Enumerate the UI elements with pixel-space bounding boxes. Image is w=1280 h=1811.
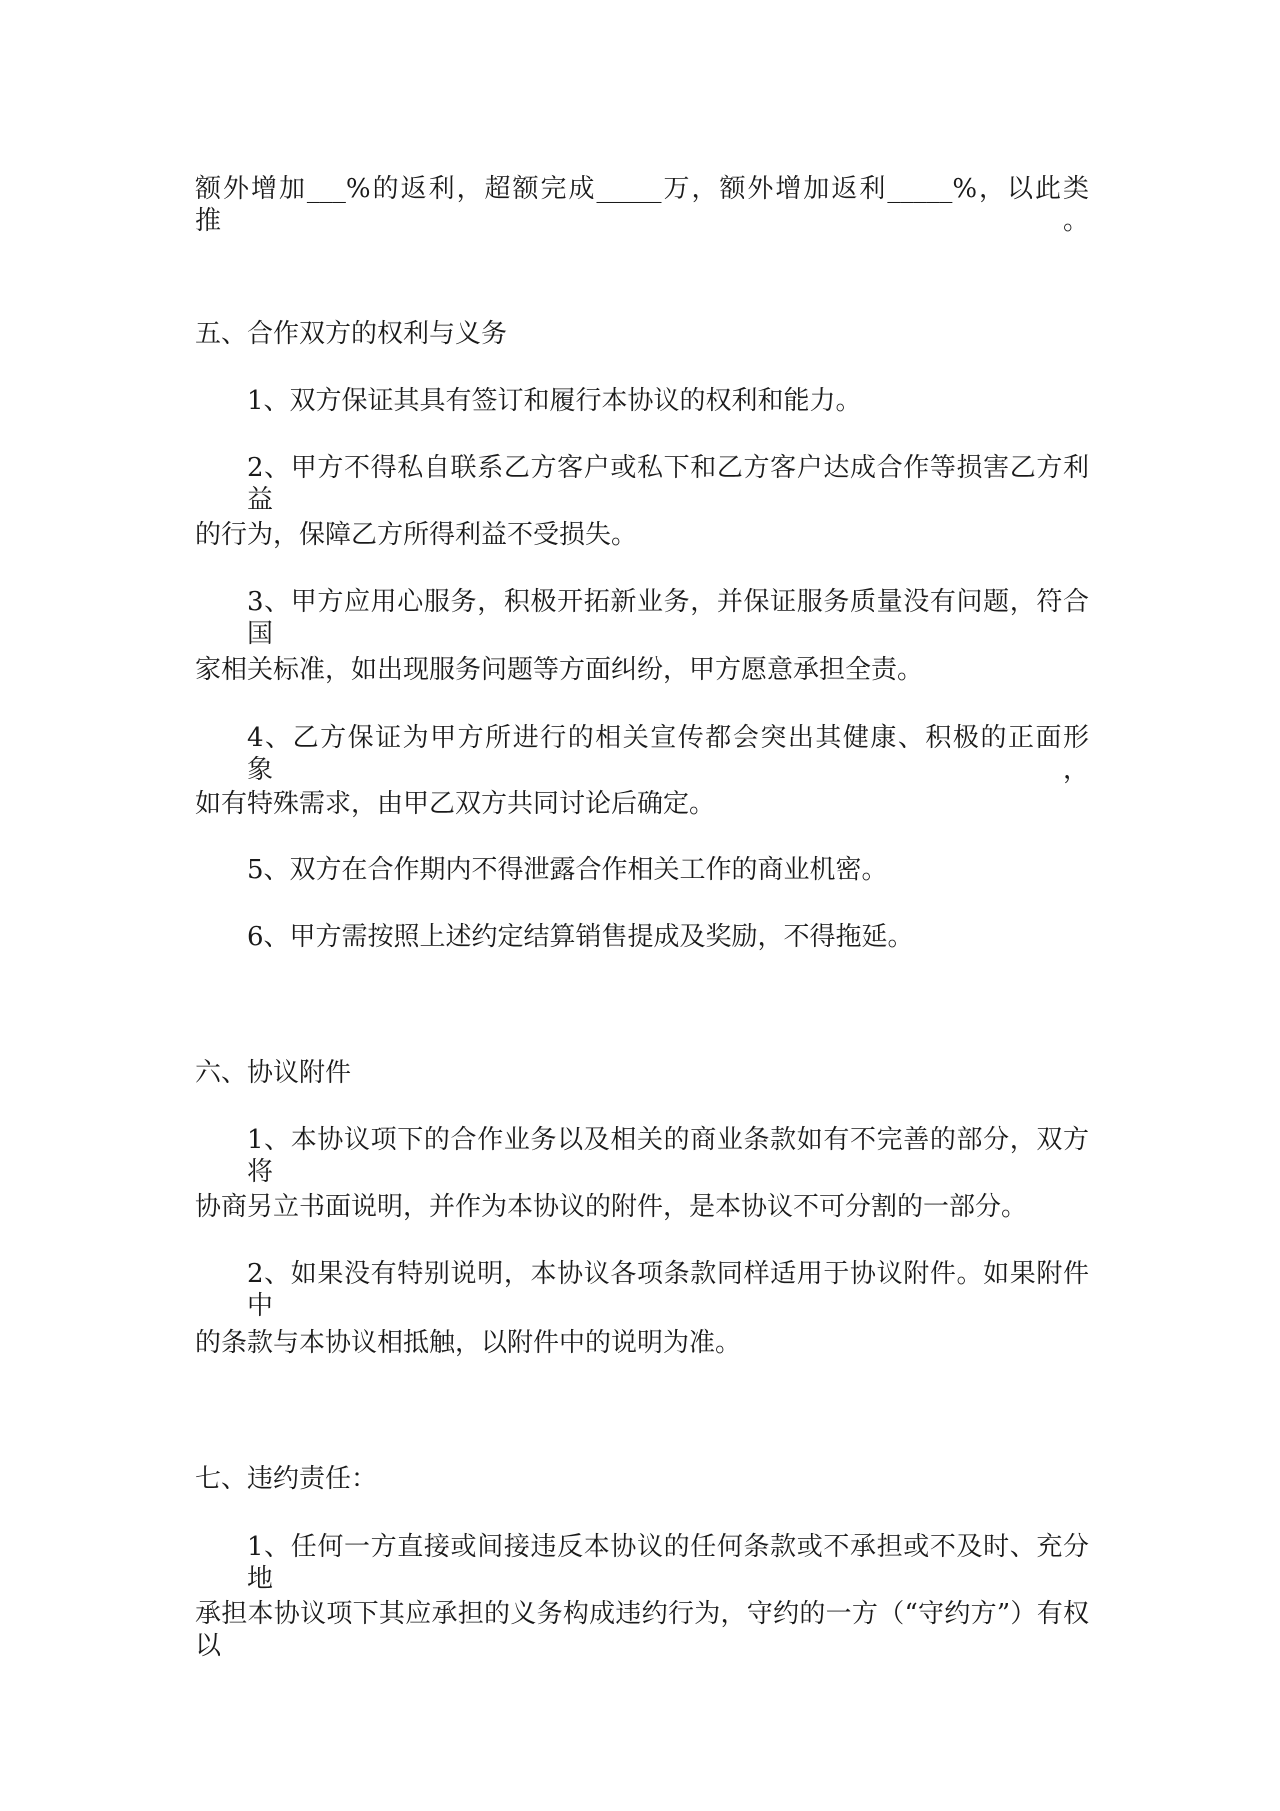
clause-5-2-line-1: 2、甲方不得私自联系乙方客户或私下和乙方客户达成合作等损害乙方利益 bbox=[247, 453, 1089, 515]
clause-7-1-line-1: 1、任何一方直接或间接违反本协议的任何条款或不承担或不及时、充分地 bbox=[247, 1532, 1089, 1594]
clause-5-4-line-1: 4、乙方保证为甲方所进行的相关宣传都会突出其健康、积极的正面形象， bbox=[247, 723, 1089, 785]
section-title-breach-liability: 七、违约责任： bbox=[195, 1464, 378, 1494]
clause-5-6: 6、甲方需按照上述约定结算销售提成及奖励，不得拖延。 bbox=[247, 922, 914, 952]
clause-6-2-line-1: 2、如果没有特别说明，本协议各项条款同样适用于协议附件。如果附件中 bbox=[247, 1259, 1089, 1321]
clause-5-3-line-1: 3、甲方应用心服务，积极开拓新业务，并保证服务质量没有问题，符合国 bbox=[247, 587, 1089, 649]
clause-5-3-line-2: 家相关标准，如出现服务问题等方面纠纷，甲方愿意承担全责。 bbox=[195, 655, 924, 685]
section-title-attachments: 六、协议附件 bbox=[195, 1058, 352, 1088]
clause-5-1: 1、双方保证其具有签订和履行本协议的权利和能力。 bbox=[247, 386, 862, 416]
intro-line: 额外增加___%的返利，超额完成_____万，额外增加返利_____%，以此类推。 bbox=[195, 174, 1089, 236]
clause-6-1-line-2: 协商另立书面说明，并作为本协议的附件，是本协议不可分割的一部分。 bbox=[195, 1192, 1028, 1222]
clause-5-5: 5、双方在合作期内不得泄露合作相关工作的商业机密。 bbox=[247, 855, 888, 885]
clause-5-2-line-2: 的行为，保障乙方所得利益不受损失。 bbox=[195, 520, 638, 550]
clause-7-1-line-2: 承担本协议项下其应承担的义务构成违约行为，守约的一方（“守约方”）有权以 bbox=[195, 1599, 1089, 1661]
clause-6-2-line-2: 的条款与本协议相抵触，以附件中的说明为准。 bbox=[195, 1328, 742, 1358]
clause-6-1-line-1: 1、本协议项下的合作业务以及相关的商业条款如有不完善的部分，双方将 bbox=[247, 1125, 1089, 1187]
clause-5-4-line-2: 如有特殊需求，由甲乙双方共同讨论后确定。 bbox=[195, 789, 716, 819]
section-title-rights-obligations: 五、合作双方的权利与义务 bbox=[195, 319, 508, 349]
